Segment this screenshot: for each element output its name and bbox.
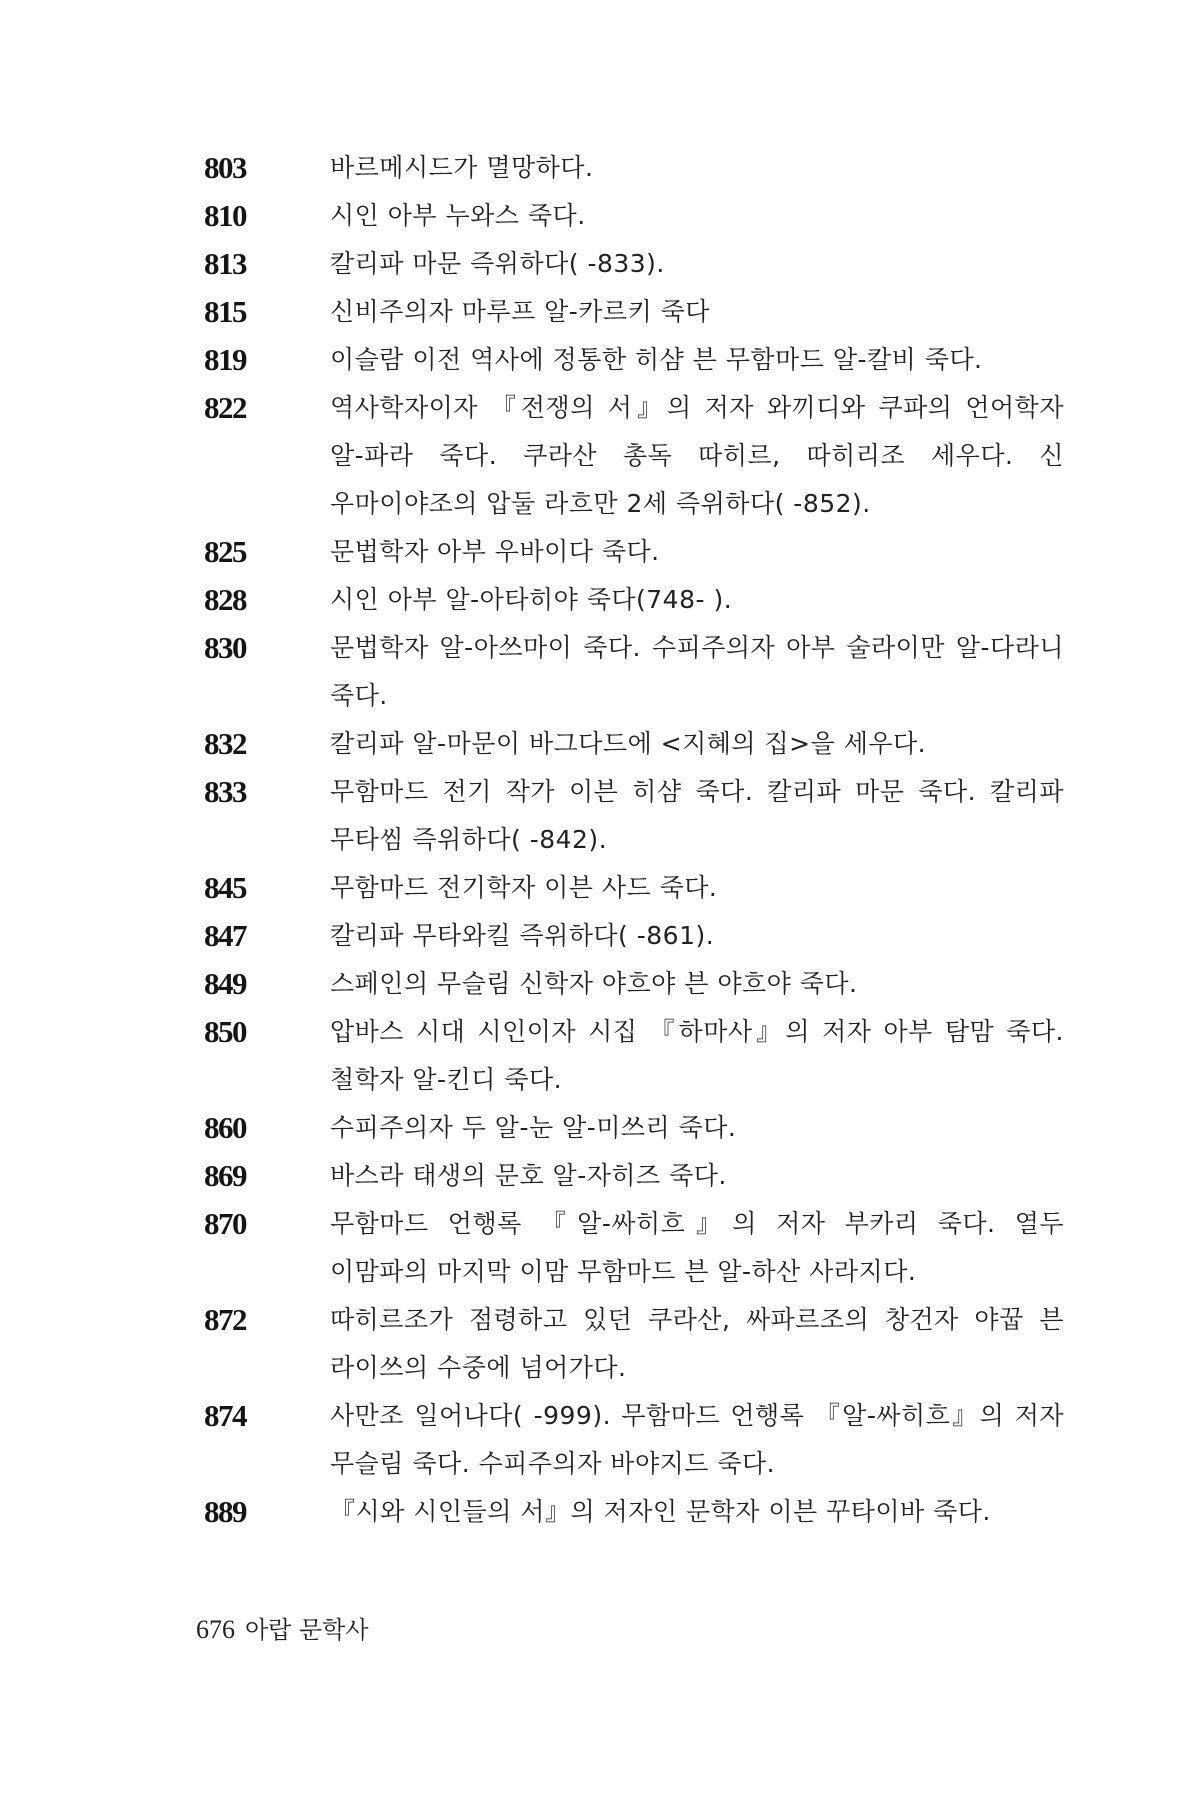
chronology-entry bbox=[204, 384, 1064, 528]
entry-year: 869 bbox=[204, 1158, 246, 1193]
entry-text: 압바스 시대 시인이자 시집 『하마사』의 저자 아부 탐맘 죽다. 철학자 알-킨디 죽다. bbox=[330, 1017, 1064, 1094]
entry-year: 845 bbox=[204, 870, 246, 905]
chronology-entry bbox=[204, 192, 1064, 240]
chronology-entry bbox=[204, 1392, 1064, 1488]
page-footer bbox=[196, 1610, 369, 1645]
entry-text: 수피주의자 두 알-눈 알-미쓰리 죽다. bbox=[330, 1113, 737, 1142]
entry-year: 870 bbox=[204, 1206, 246, 1241]
entry-year: 803 bbox=[204, 150, 246, 185]
entry-text: 문법학자 알-아쓰마이 죽다. 수피주의자 아부 술라이만 알-다라니 죽다. bbox=[330, 633, 1064, 710]
entry-year: 872 bbox=[204, 1302, 246, 1337]
entry-year: 815 bbox=[204, 294, 246, 329]
entry-year: 874 bbox=[204, 1398, 246, 1433]
entry-year: 889 bbox=[204, 1494, 246, 1529]
entry-text: 칼리파 마문 즉위하다( -833). bbox=[330, 249, 665, 278]
entry-text: 무함마드 전기 작가 이븐 히샴 죽다. 칼리파 마문 죽다. 칼리파 무타씸 즉위하다( -842). bbox=[330, 777, 1064, 854]
entry-year: 833 bbox=[204, 774, 246, 809]
entry-text: 칼리파 무타와킬 즉위하다( -861). bbox=[330, 921, 715, 950]
chronology-entry bbox=[204, 528, 1064, 576]
chronology-entry bbox=[204, 624, 1064, 720]
entry-year: 810 bbox=[204, 198, 246, 233]
chronology-entry bbox=[204, 912, 1064, 960]
chronology-entry bbox=[204, 336, 1064, 384]
entry-text: 역사학자이자 『전쟁의 서』의 저자 와끼디와 쿠파의 언어학자 알-파라 죽다. 쿠라산 총독 따히르, 따히리조 세우다. 신 우마이야조의 압둘 라흐만 2세 즉위하다( -852). bbox=[330, 393, 1064, 518]
entry-text: 사만조 일어나다( -999). 무함마드 언행록 『알-싸히흐』의 저자 무슬림 죽다. 수피주의자 바야지드 죽다. bbox=[330, 1401, 1064, 1478]
chronology-entry bbox=[204, 768, 1064, 864]
chronology-entry bbox=[204, 864, 1064, 912]
chronology-list bbox=[204, 144, 1064, 1536]
entry-text: 따히르조가 점령하고 있던 쿠라산, 싸파르조의 창건자 야꿉 븐 라이쓰의 수중에 넘어가다. bbox=[330, 1305, 1064, 1382]
book-title: 아랍 문학사 bbox=[245, 1616, 369, 1644]
entry-year: 832 bbox=[204, 726, 246, 761]
entry-year: 819 bbox=[204, 342, 246, 377]
chronology-entry bbox=[204, 240, 1064, 288]
entry-year: 825 bbox=[204, 534, 246, 569]
chronology-entry bbox=[204, 1200, 1064, 1296]
chronology-entry bbox=[204, 1152, 1064, 1200]
entry-text: 바르메시드가 멸망하다. bbox=[330, 153, 594, 182]
entry-text: 스페인의 무슬림 신학자 야흐야 븐 야흐야 죽다. bbox=[330, 969, 858, 998]
entry-year: 860 bbox=[204, 1110, 246, 1145]
entry-text: 『시와 시인들의 서』의 저자인 문학자 이븐 꾸타이바 죽다. bbox=[330, 1497, 991, 1526]
entry-text: 이슬람 이전 역사에 정통한 히샴 븐 무함마드 알-칼비 죽다. bbox=[330, 345, 983, 374]
entry-year: 813 bbox=[204, 246, 246, 281]
entry-text: 신비주의자 마루프 알-카르키 죽다 bbox=[330, 297, 710, 326]
chronology-entry bbox=[204, 576, 1064, 624]
entry-text: 문법학자 아부 우바이다 죽다. bbox=[330, 537, 660, 566]
entry-text: 무함마드 언행록 『알-싸히흐』의 저자 부카리 죽다. 열두 이맘파의 마지막 이맘 무함마드 븐 알-하산 사라지다. bbox=[330, 1209, 1064, 1286]
entry-text: 시인 아부 알-아타히야 죽다(748- ). bbox=[330, 585, 733, 614]
chronology-entry bbox=[204, 1104, 1064, 1152]
entry-year: 847 bbox=[204, 918, 246, 953]
entry-year: 830 bbox=[204, 630, 246, 665]
chronology-entry bbox=[204, 1008, 1064, 1104]
chronology-entry bbox=[204, 960, 1064, 1008]
entry-text: 시인 아부 누와스 죽다. bbox=[330, 201, 586, 230]
entry-year: 822 bbox=[204, 390, 246, 425]
page-number: 676 bbox=[196, 1615, 235, 1644]
entry-year: 828 bbox=[204, 582, 246, 617]
entry-text: 바스라 태생의 문호 알-자히즈 죽다. bbox=[330, 1161, 727, 1190]
chronology-entry bbox=[204, 288, 1064, 336]
chronology-entry bbox=[204, 720, 1064, 768]
entry-text: 칼리파 알-마문이 바그다드에 <지혜의 집>을 세우다. bbox=[330, 729, 927, 758]
chronology-entry bbox=[204, 144, 1064, 192]
entry-text: 무함마드 전기학자 이븐 사드 죽다. bbox=[330, 873, 718, 902]
chronology-entry bbox=[204, 1488, 1064, 1536]
entry-year: 850 bbox=[204, 1014, 246, 1049]
entry-year: 849 bbox=[204, 966, 246, 1001]
chronology-entry bbox=[204, 1296, 1064, 1392]
